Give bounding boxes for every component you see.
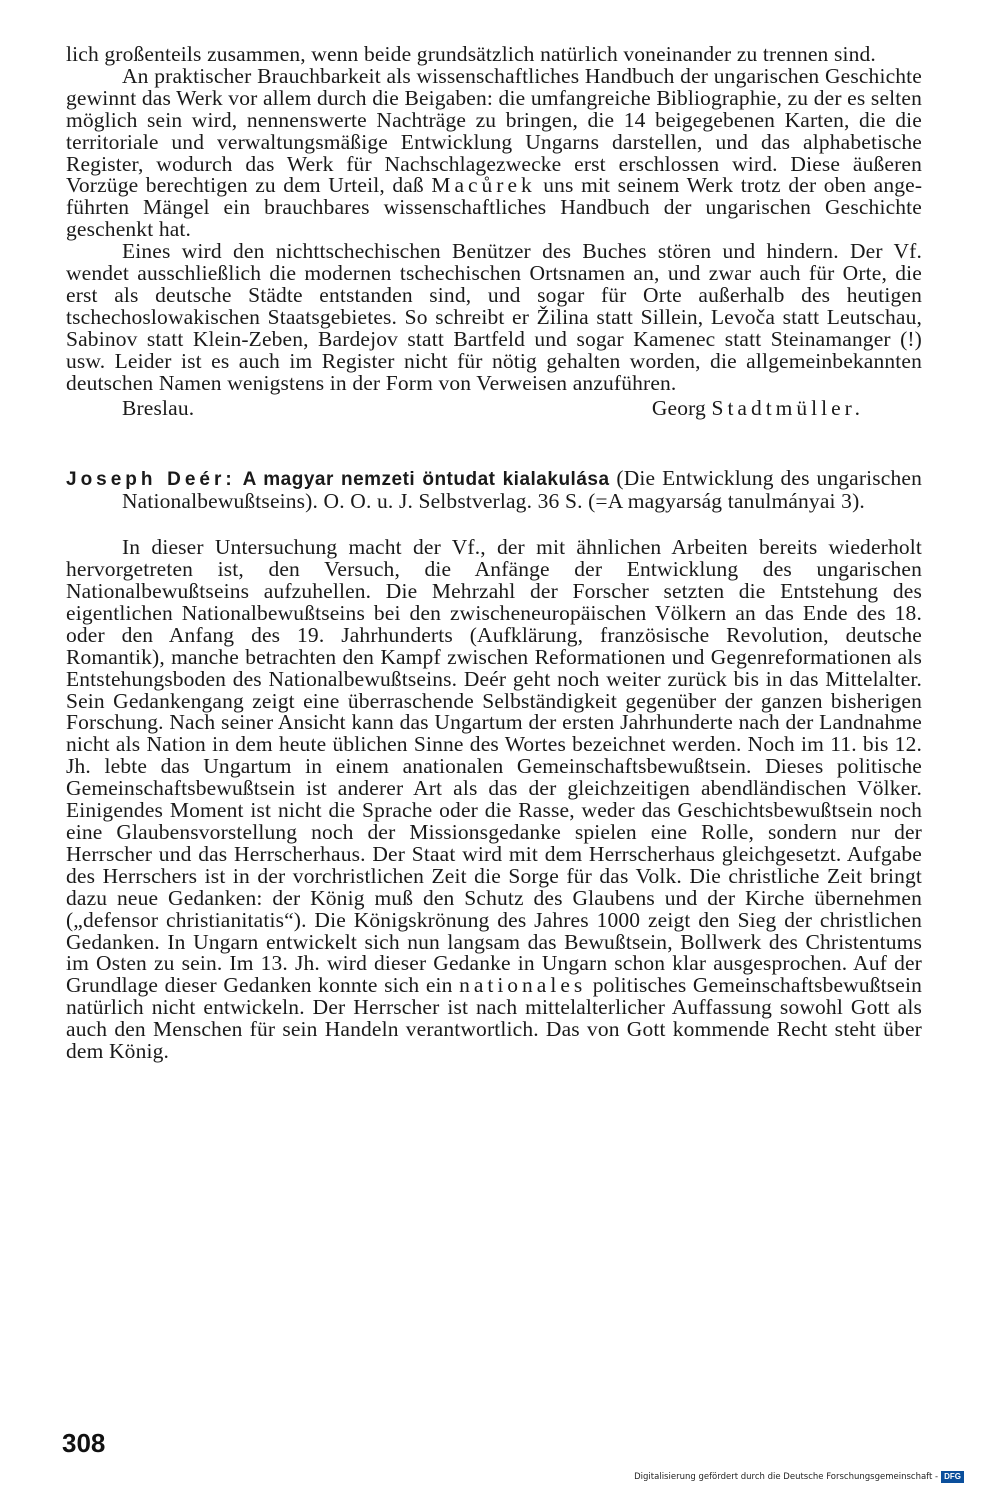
- signature-author-first: Georg: [651, 395, 706, 420]
- review1-paragraph-2-tail: uns mit seinem Werk trotz der oben angeführten Mängel ein brauchbares wissenschaftliches Handbuch der ungarischen Geschichte geschenkt hat.: [66, 173, 922, 242]
- review2-body-start: In dieser Untersuchung macht der Vf., der mit ähnlichen Arbeiten bereits wiederholt hervorgetreten ist, den Versuch, die Anfänge der Entwicklung des ungarischen Nationalbewußtseins aufzuhellen. Die Mehrzahl der Forscher setzten die Entstehung des eigentlichen Nationalbewußtseins bei den zwischeneuropäischen Völkern an das Ende des 18. oder den Anfang des 19. Jahrhunderts (Aufklärung, französische Revolution, deutsche Romantik), manche betrachten den Kampf zwischen Reformationen und Gegenreformationen als Entstehungsboden des Nationalbewußtseins. Deér geht noch weiter zurück bis in das Mittelalter. Sein Gedankengang zeigt eine überraschende Selbständigkeit gegenüber der ganzen bisherigen Forschung. Nach seiner Ansicht kann das Ungartum der ersten Jahrhunderte nach der Landnahme nicht als Nation in dem heute üblichen Sinne des Wortes bezeichnet werden. Noch im 11. bis 12. Jh. lebte das Ungartum in einem anationalen Gemeinschaftsbewußtsein. Dieses politische Gemeinschaftsbewußtsein ist anderer Art als das der gleichzeitigen abendländischen Völker. Einigendes Moment ist nicht die Sprache oder die Rasse, weder das Geschichtsbewußtsein noch eine Glaubensvorstellung noch der Missionsgedanke spielen eine Rolle, sondern nur der Herrscher und das Herrscherhaus. Der Staat wird mit dem Herrscherhaus gleichgesetzt. Aufgabe des Herrschers ist in der vorchristlichen Zeit die Sorge für das Volk. Die christliche Zeit bringt dazu neue Gedanken: der König muß den Schutz des Glaubens und der Kirche übernehmen („defensor christianitatis“). Die Königskrönung des Jahres 1000 zeigt den Sieg der christlichen Gedanken. In Ungarn entwickelt sich nun langsam das Bewußtsein, Bollwerk des Christentums im Osten zu sein. Im 13. Jh. wird dieser Gedanke in Ungarn schon klar ausgesprochen. Auf der Grundlage dieser Gedanken konnte sich ein: [66, 535, 922, 998]
- review1-paragraph-1: lich großenteils zusammen, wenn beide grundsätzlich natürlich voneinander zu trennen sind.: [66, 42, 876, 66]
- review1-signature: [66, 395, 922, 420]
- review2-title: A magyar nemzeti öntudat kialakulása: [242, 469, 610, 491]
- signature-author-last: Stadtmüller.: [711, 395, 864, 420]
- review1-paragraph-2: [66, 63, 922, 242]
- signature-author: [651, 395, 864, 420]
- review2-bibliography: (Die Entwicklung des ungarischen Nationalbewußtseins). O. O. u. J. Selbstverlag. 36 S. (=A magyarság tanulmányai 3).: [122, 466, 922, 514]
- review1-paragraph-3: Eines wird den nichttschechischen Benützer des Buches stören und hindern. Der Vf. wendet ausschließlich die modernen tschechischen Ortsnamen an, und zwar auch für Orte, die erst als deutsche Städte entstanden sind, und sogar für Orte außerhalb des heutigen tschechoslowakischen Staatsgebietes. So schreibt er Žilina statt Sillein, Levoča statt Leutschau, Sabinov statt Klein-Zeben, Bardejov statt Bartfeld und sogar Kamenec statt Steinamanger (!) usw. Leider ist es auch im Register nicht für nötig gehalten worden, die allgemeinbekannten deutschen Namen wenigstens in der Form von Verweisen anzuführen.: [66, 239, 922, 395]
- review2-header: [66, 468, 922, 513]
- review2-body-end: politisches Gemeinschaftsbewußtsein natürlich nicht entwickeln. Der Herrscher ist nach mittelalterlicher Auffassung sowohl Gott als auch den Menschen für sein Handeln verantwortlich. Das von Gott kommende Recht steht über dem König.: [66, 973, 922, 1064]
- review2-body-spaced-word: nationales: [459, 973, 587, 998]
- page-content: [66, 44, 922, 1063]
- review2-author: Joseph Deér:: [66, 469, 236, 491]
- page-number: 308: [62, 1428, 106, 1458]
- spaced-author-name: Macůrek: [431, 173, 536, 198]
- review1-paragraph-2-text: An praktischer Brauchbarkeit als wissenschaftliches Handbuch der ungarischen Geschichte gewinnt das Werk vor allem durch die Beigaben: die umfangreiche Bibliographie, zu der es selten möglich sein wird, nennenswerte Nachträge zu bringen, die 14 beigegebenen Karten, die die territoriale und verwaltungsmäßige Entwicklung Ungarns darstellen, und das alphabetische Register, wodurch das Werk für Nachschlagezwecke erst erschlossen wird. Diese äußeren Vorzüge berechtigen zu dem Urteil, daß: [66, 63, 922, 198]
- review2-body: [66, 537, 922, 1063]
- signature-place: Breslau.: [122, 395, 195, 420]
- footer-credit: [634, 1471, 964, 1483]
- dfg-logo-icon: DFG: [941, 1471, 964, 1483]
- footer-credit-text: Digitalisierung gefördert durch die Deutsche Forschungsgemeinschaft -: [634, 1472, 939, 1482]
